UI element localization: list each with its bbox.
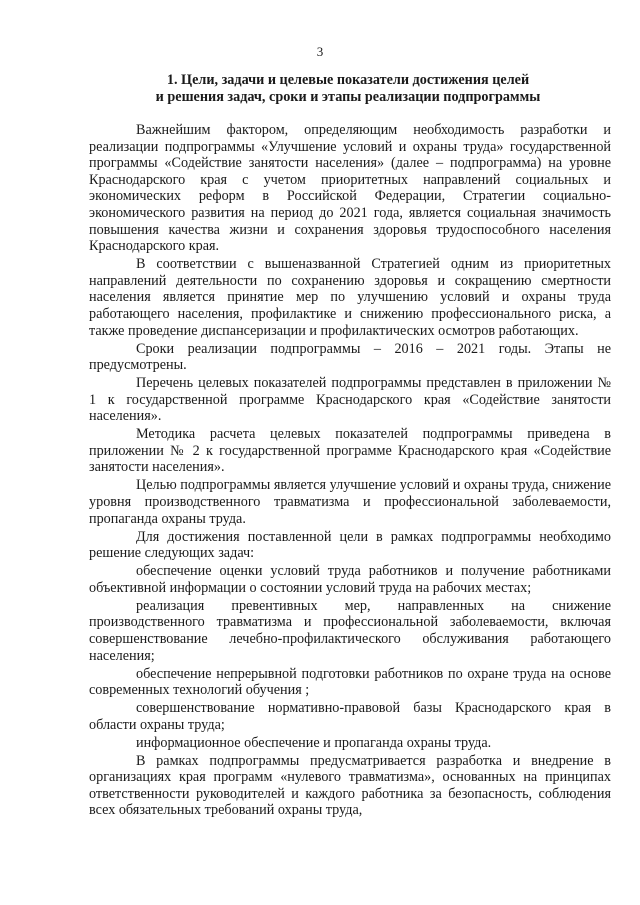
paragraph-timeline: Сроки реализации подпрограммы – 2016 – 2021 годы. Этапы не предусмотрены. (89, 340, 611, 374)
section-heading-line-2: и решения задач, сроки и этапы реализации подпрограммы (155, 89, 541, 105)
paragraph-goal: Целью подпрограммы является улучшение условий и охраны труда, снижение уровня производственного травматизма и профессиональной заболеваемости, пропаганда охраны труда. (89, 477, 611, 527)
paragraph-zero-injury: В рамках подпрограммы предусматривается разработка и внедрение в организациях края программ «нулевого травматизма», основанных на принципах ответственности руководителей и каждого работника за безопасность, соблюдения всех обязательных требований охраны труда, (89, 752, 611, 819)
paragraph-indicators: Перечень целевых показателей подпрограммы представлен в приложении № 1 к государственной программе Краснодарского края «Содействие занятости населения». (89, 375, 611, 425)
section-heading (88, 72, 608, 106)
paragraph-importance: Важнейшим фактором, определяющим необходимость разработки и реализации подпрограммы «Улучшение условий и охраны труда» государственной программы «Содействие занятости населения» (далее – подпрограмма) на уровне Краснодарского края с учетом приоритетных направлений социальных и экономических реформ в Российской Федерации, Стратегии социально-экономического развития на период до 2021 года, является социальная значимость повышения качества жизни и сохранения здоровья трудоспособного населения Краснодарского края. (89, 122, 611, 255)
page-number: 3 (316, 44, 324, 59)
paragraph-tasks-intro: Для достижения поставленной цели в рамках подпрограммы необходимо решение следующих задач: (89, 528, 611, 562)
task-item: обеспечение непрерывной подготовки работников по охране труда на основе современных технологий обучения ; (89, 665, 611, 699)
task-item: реализация превентивных мер, направленных на снижение производственного травматизма и профессиональной заболеваемости, включая совершенствование лечебно-профилактического обслуживания работающего населения; (89, 597, 611, 664)
task-item: обеспечение оценки условий труда работников и получение работниками объективной информации о состоянии условий труда на рабочих местах; (89, 563, 611, 596)
task-item: информационное обеспечение и пропаганда охраны труда. (136, 734, 492, 751)
document-body (89, 122, 611, 820)
paragraph-strategy: В соответствии с вышеназванной Стратегией одним из приоритетных направлений деятельности по сохранению здоровья и сокращению смертности населения является принятие мер по улучшению условий и охраны труда работающего населения, профилактике и снижению профессионального риска, а также проведение диспансеризации и профилактических осмотров работающих. (89, 256, 611, 339)
section-heading-line-1: 1. Цели, задачи и целевые показатели достижения целей (166, 72, 530, 88)
task-item: совершенствование нормативно-правовой базы Краснодарского края в области охраны труда; (89, 700, 611, 733)
paragraph-methodology: Методика расчета целевых показателей подпрограммы приведена в приложении № 2 к государственной программе Краснодарского края «Содействие занятости населения». (89, 426, 611, 476)
